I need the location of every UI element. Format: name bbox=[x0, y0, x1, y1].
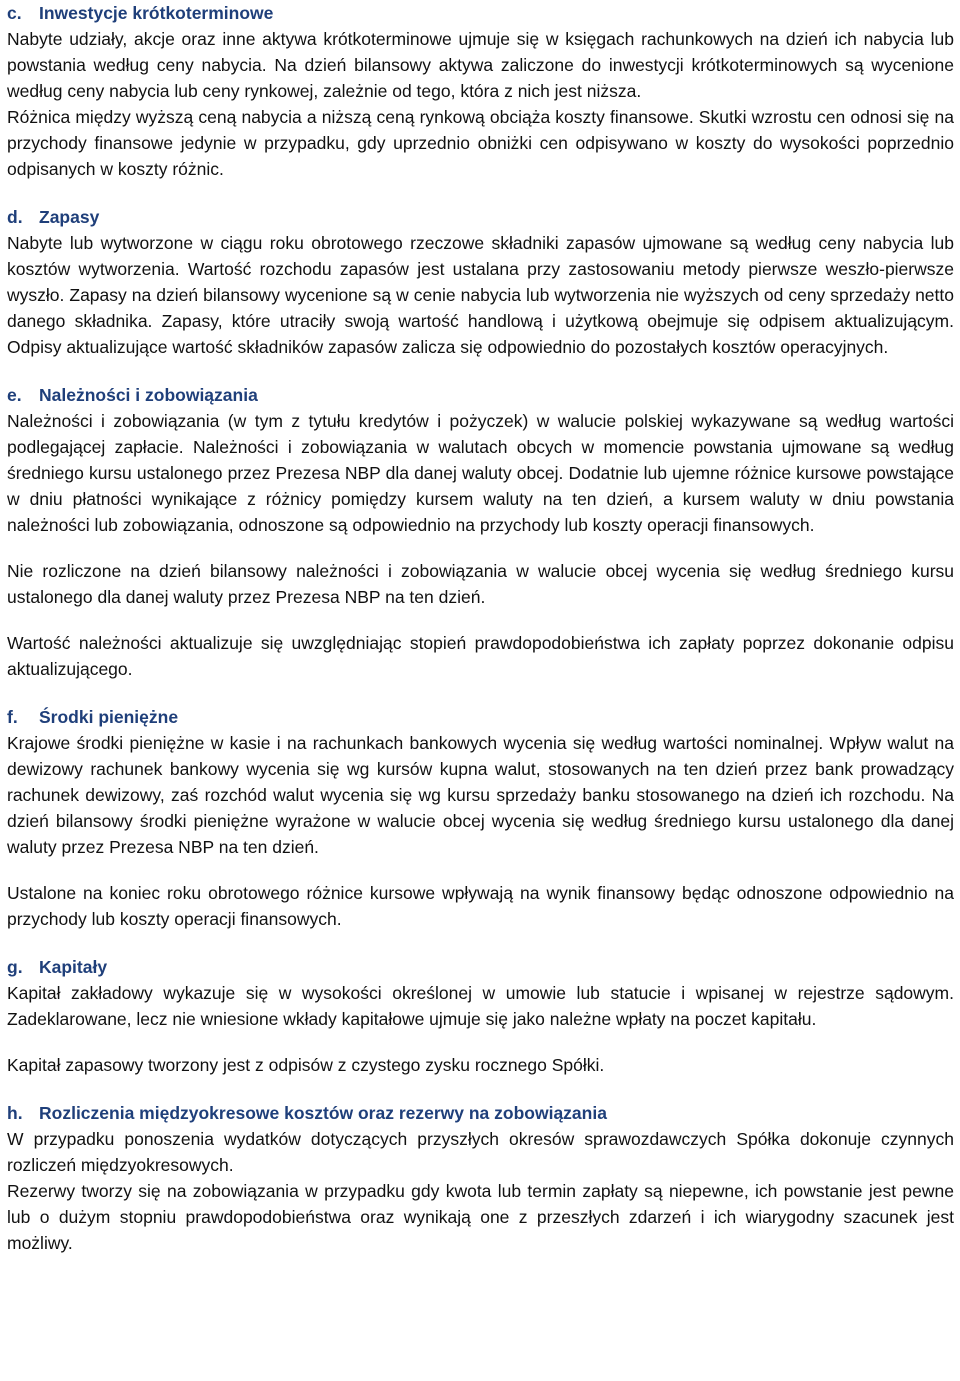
section-heading bbox=[7, 1100, 954, 1126]
paragraph: Nabyte lub wytworzone w ciągu roku obrotowego rzeczowe składniki zapasów ujmowane są według ceny nabycia lub kosztów wytworzenia. Wartość rozchodu zapasów jest ustalana przy zastosowaniu metody pierwsze weszło-pierwsze wyszło. Zapasy na dzień bilansowy wycenione są w cenie nabycia lub wytworzenia nie wyższych od ceny sprzedaży netto danego składnika. Zapasy, które utraciły swoją wartość handlową i użytkową obejmuje się odpisem aktualizującym. Odpisy aktualizujące wartość składników zapasów zalicza się odpowiednio do pozostałych kosztów operacyjnych. bbox=[7, 233, 954, 357]
section-srodki-pieniezne bbox=[7, 704, 954, 932]
section-title: Kapitały bbox=[39, 957, 108, 977]
section-heading bbox=[7, 954, 954, 980]
section-letter: d. bbox=[7, 207, 23, 227]
section-title: Należności i zobowiązania bbox=[39, 385, 258, 405]
paragraph: Kapitał zapasowy tworzony jest z odpisów z czystego zysku rocznego Spółki. bbox=[7, 1055, 605, 1075]
section-heading bbox=[7, 204, 954, 230]
section-heading bbox=[7, 704, 954, 730]
section-letter: c. bbox=[7, 3, 22, 23]
section-title: Środki pieniężne bbox=[39, 707, 179, 727]
section-rozliczenia bbox=[7, 1100, 954, 1256]
section-heading bbox=[7, 0, 954, 26]
section-title: Inwestycje krótkoterminowe bbox=[39, 3, 274, 23]
paragraph: Należności i zobowiązania (w tym z tytułu kredytów i pożyczek) w walucie polskiej wykazywane są według wartości podlegającej zapłacie. Należności i zobowiązania w walutach obcych w momencie powstania ujmowane są według średniego kursu ustalonego przez Prezesa NBP dla danej waluty obcej. Dodatnie lub ujemne różnice kursowe powstające w dniu płatności wynikające z różnicy pomiędzy kursem waluty na ten dzień, a kursem waluty w dniu powstania należności lub zobowiązania, odnoszone są odpowiednio na przychody lub koszty operacji finansowych. bbox=[7, 411, 954, 535]
section-letter: g. bbox=[7, 957, 23, 977]
paragraph: Kapitał zakładowy wykazuje się w wysokości określonej w umowie lub statucie i wpisanej w rejestrze sądowym. Zadeklarowane, lecz nie wniesione wkłady kapitałowe ujmuje się jako należne wpłaty na poczet kapitału. bbox=[7, 983, 954, 1029]
section-title: Zapasy bbox=[39, 207, 100, 227]
paragraph: Wartość należności aktualizuje się uwzględniając stopień prawdopodobieństwa ich zapłaty poprzez dokonanie odpisu aktualizującego. bbox=[7, 633, 954, 679]
paragraph: Nabyte udziały, akcje oraz inne aktywa krótkoterminowe ujmuje się w księgach rachunkowych na dzień ich nabycia lub powstania według ceny nabycia. Na dzień bilansowy aktywa zaliczone do inwestycji krótkoterminowych są wycenione według ceny nabycia lub ceny rynkowej, zależnie od tego, która z nich jest niższa. bbox=[7, 29, 954, 101]
section-title: Rozliczenia międzyokresowe kosztów oraz rezerwy na zobowiązania bbox=[39, 1103, 607, 1123]
paragraph: Rezerwy tworzy się na zobowiązania w przypadku gdy kwota lub termin zapłaty są niepewne, ich powstanie jest pewne lub o dużym stopniu prawdopodobieństwa oraz wynikają one z przeszłych zdarzeń i ich wiarygodny szacunek jest możliwy. bbox=[7, 1181, 954, 1253]
section-heading bbox=[7, 382, 954, 408]
paragraph: Ustalone na koniec roku obrotowego różnice kursowe wpływają na wynik finansowy będąc odnoszone odpowiednio na przychody lub koszty operacji finansowych. bbox=[7, 883, 954, 929]
section-kapitaly bbox=[7, 954, 954, 1078]
section-inwestycje bbox=[7, 0, 954, 182]
paragraph: Nie rozliczone na dzień bilansowy należności i zobowiązania w walucie obcej wycenia się według średniego kursu ustalonego dla danej waluty przez Prezesa NBP na ten dzień. bbox=[7, 561, 954, 607]
section-letter: e. bbox=[7, 385, 22, 405]
section-naleznosci bbox=[7, 382, 954, 682]
paragraph: Krajowe środki pieniężne w kasie i na rachunkach bankowych wycenia się według wartości nominalnej. Wpływ walut na dewizowy rachunek bankowy wycenia się wg kursów kupna walut, stosowanych na ten dzień przez bank prowadzący rachunek dewizowy, zaś rozchód walut wycenia się wg kursu sprzedaży banku stosowanego na dzień ich rozchodu. Na dzień bilansowy środki pieniężne wyrażone w walucie obcej wycenia się według średniego kursu ustalonego dla danej waluty przez Prezesa NBP na ten dzień. bbox=[7, 733, 954, 857]
section-letter: f. bbox=[7, 707, 18, 727]
section-zapasy bbox=[7, 204, 954, 360]
paragraph: Różnica między wyższą ceną nabycia a niższą ceną rynkową obciąża koszty finansowe. Skutki wzrostu cen odnosi się na przychody finansowe jedynie w przypadku, gdy uprzednio obniżki cen odpisywano w koszty do wysokości poprzednio odpisanych w koszty różnic. bbox=[7, 107, 954, 179]
paragraph: W przypadku ponoszenia wydatków dotyczących przyszłych okresów sprawozdawczych Spółka dokonuje czynnych rozliczeń międzyokresowych. bbox=[7, 1129, 954, 1175]
section-letter: h. bbox=[7, 1103, 23, 1123]
